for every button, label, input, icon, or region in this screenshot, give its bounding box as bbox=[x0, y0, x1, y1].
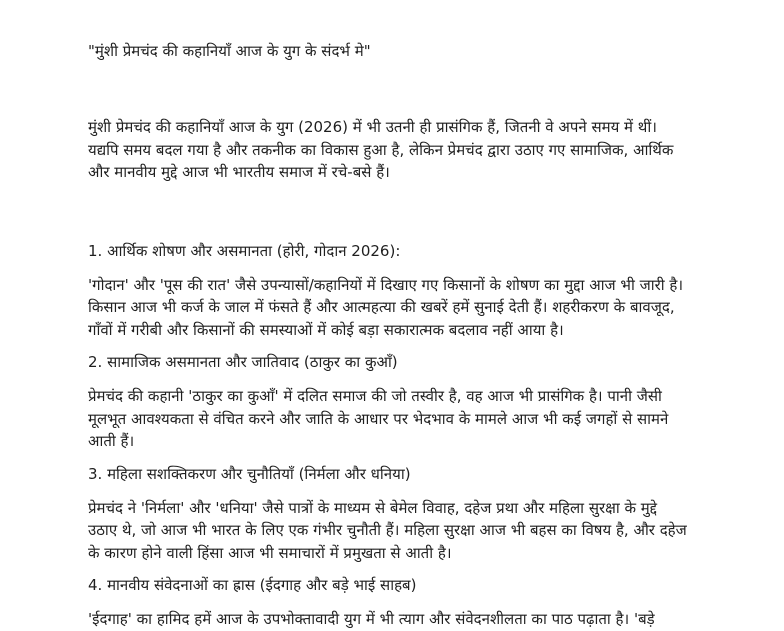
intro-paragraph: मुंशी प्रेमचंद की कहानियाँ आज के युग (2026) में भी उतनी ही प्रासंगिक हैं, जितनी वे अपने समय में थीं। यद्यपि समय बदल गया है और तकनीक का विकास हुआ है, लेकिन प्रेमचंद द्वारा उठाए गए सामाजिक, आर्थिक और मानवीय मुद्दे आज भी भारतीय समाज में रचे-बसे हैं। bbox=[88, 118, 674, 181]
section-paragraph: प्रेमचंद की कहानी 'ठाकुर का कुआँ' में दलित समाज की जो तस्वीर है, वह आज भी प्रासंगिक है। पानी जैसी मूलभूत आवश्यकता से वंचित करने और जाति के आधार पर भेदभाव के मामले आज भी कई जगहों से सामने आती हैं। bbox=[88, 387, 669, 450]
section-paragraph: 'गोदान' और 'पूस की रात' जैसे उपन्यासों/कहानियों में दिखाए गए किसानों के शोषण का मुद्दा आज भी जारी है। किसान आज भी कर्ज के जाल में फंसते हैं और आत्महत्या की खबरें हमें सुनाई देती हैं। शहरीकरण के बावजूद, गाँवों में गरीबी और किसानों की समस्याओं में कोई बड़ा सकारात्मक बदलाव नहीं आया है। bbox=[88, 275, 684, 339]
section-heading: 4. मानवीय संवेदनाओं का ह्रास (ईदगाह और बड़े भाई साहब) bbox=[88, 576, 417, 594]
section-2 bbox=[88, 351, 688, 453]
document-body bbox=[88, 40, 688, 631]
section-heading: 3. महिला सशक्तिकरण और चुनौतियाँ (निर्मला और धनिया) bbox=[88, 464, 411, 483]
section-4 bbox=[88, 574, 688, 631]
section-1 bbox=[88, 240, 688, 342]
section-paragraph: प्रेमचंद ने 'निर्मला' और 'धनिया' जैसे पात्रों के माध्यम से बेमेल विवाह, दहेज प्रथा और महिला सुरक्षा के मुद्दे उठाए थे, जो आज भी भारत के लिए एक गंभीर चुनौती हैं। महिला सुरक्षा आज भी बहस का विषय है, और दहेज के कारण होने वाली हिंसा आज भी समाचारों में प्रमुखता से आती है। bbox=[88, 498, 687, 562]
section-heading: 1. आर्थिक शोषण और असमानता (होरी, गोदान 2026): bbox=[88, 241, 401, 260]
section-heading: 2. सामाजिक असमानता और जातिवाद (ठाकुर का कुआँ) bbox=[88, 353, 398, 371]
section-3 bbox=[88, 463, 688, 565]
document-title: "मुंशी प्रेमचंद की कहानियाँ आज के युग के संदर्भ मे" bbox=[88, 42, 371, 60]
section-paragraph: 'ईदगाह' का हामिद हमें आज के उपभोक्तावादी युग में भी त्याग और संवेदनशीलता का पाठ पढ़ाता है। 'बड़े bbox=[88, 610, 655, 628]
